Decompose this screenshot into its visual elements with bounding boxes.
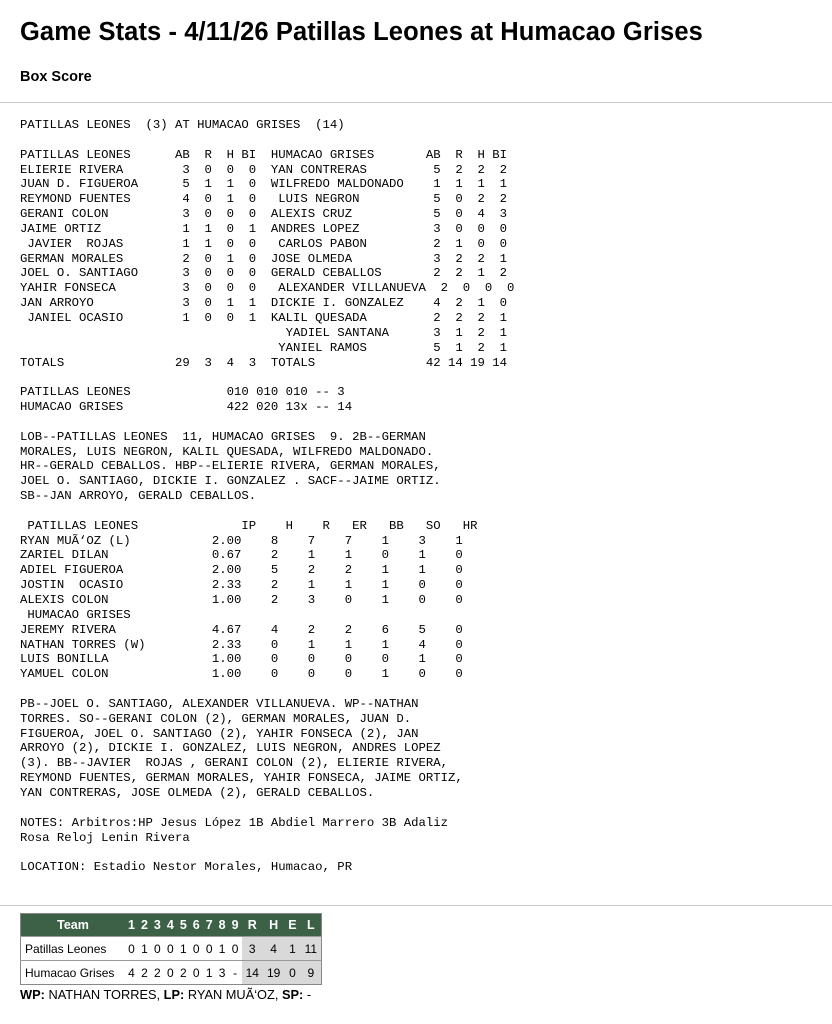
box-line: JAN ARROYO 3 0 1 1 DICKIE I. GONZALEZ 4 2 1 0	[20, 296, 508, 311]
box-line: MORALES, LUIS NEGRON, KALIL QUESADA, WILFREDO MALDONADO.	[20, 444, 434, 459]
linescore-header-row	[21, 914, 322, 937]
box-line: YADIEL SANTANA 3 1 2 1	[20, 325, 508, 340]
col-header-r: R	[242, 914, 263, 937]
box-line: JUAN D. FIGUEROA 5 1 1 0 WILFREDO MALDONADO 1 1 1 1	[20, 177, 508, 192]
box-line: ARROYO (2), DICKIE I. GONZALEZ, LUIS NEGRON, ANDRES LOPEZ	[20, 741, 441, 756]
box-line: TOTALS 29 3 4 3 TOTALS 42 14 19 14	[20, 355, 508, 370]
inning-score: 0	[229, 937, 242, 961]
total-lob: 11	[301, 937, 322, 961]
inning-score: 2	[151, 961, 164, 985]
sp-label: SP:	[281, 987, 304, 1002]
section-subtitle: Box Score	[20, 69, 92, 85]
col-header-e: E	[284, 914, 300, 937]
linescore-table	[20, 913, 322, 985]
box-line: YANIEL RAMOS 5 1 2 1	[20, 340, 508, 355]
box-line: (3). BB--JAVIER ROJAS , GERANI COLON (2), ELIERIE RIVERA,	[20, 756, 449, 771]
box-line: PATILLAS LEONES (3) AT HUMACAO GRISES (14)	[20, 118, 345, 132]
inning-score: 0	[151, 937, 164, 961]
box-score-text	[20, 118, 514, 875]
wp-label: WP:	[20, 987, 45, 1002]
winning-pitcher: NATHAN TORRES,	[48, 987, 161, 1002]
col-header-1: 1	[125, 914, 138, 937]
losing-pitcher: RYAN MUÃ‘OZ,	[187, 987, 279, 1002]
inning-score: 2	[177, 961, 190, 985]
col-header-5: 5	[177, 914, 190, 937]
col-header-3: 3	[151, 914, 164, 937]
box-line: SB--JAN ARROYO, GERALD CEBALLOS.	[20, 489, 257, 504]
col-header-2: 2	[138, 914, 151, 937]
box-line: TORRES. SO--GERANI COLON (2), GERMAN MORALES, JUAN D.	[20, 711, 412, 726]
inning-score: 1	[203, 961, 216, 985]
box-line: JAVIER ROJAS 1 1 0 0 CARLOS PABON 2 1 0 0	[20, 236, 508, 251]
box-line: YAMUEL COLON 1.00 0 0 0 1 0 0	[20, 667, 463, 682]
col-header-h: H	[263, 914, 284, 937]
box-line: PATILLAS LEONES IP H R ER BB SO HR	[20, 518, 478, 533]
box-line: REYMOND FUENTES, GERMAN MORALES, YAHIR FONSECA, JAIME ORTIZ,	[20, 771, 463, 786]
box-line: LOB--PATILLAS LEONES 11, HUMACAO GRISES 9. 2B--GERMAN	[20, 429, 426, 444]
box-line: JANIEL OCASIO 1 0 0 1 KALIL QUESADA 2 2 2 1	[20, 310, 508, 325]
page-title: Game Stats - 4/11/26 Patillas Leones at Humacao Grises	[20, 18, 703, 46]
inning-score: 1	[177, 937, 190, 961]
inning-score: 0	[190, 961, 203, 985]
box-line: JAIME ORTIZ 1 1 0 1 ANDRES LOPEZ 3 0 0 0	[20, 221, 508, 236]
box-line: HR--GERALD CEBALLOS. HBP--ELIERIE RIVERA, GERMAN MORALES,	[20, 459, 441, 474]
inning-score: 4	[125, 961, 138, 985]
box-line: GERMAN MORALES 2 0 1 0 JOSE OLMEDA 3 2 2 1	[20, 251, 508, 266]
box-line: ELIERIE RIVERA 3 0 0 0 YAN CONTRERAS 5 2 2 2	[20, 162, 508, 177]
pitcher-decision-summary	[20, 987, 311, 1002]
box-line: HUMACAO GRISES 422 020 13x -- 14	[20, 400, 353, 415]
total-runs: 14	[242, 961, 263, 985]
box-line: YAHIR FONSECA 3 0 0 0 ALEXANDER VILLANUEVA 2 0 0 0	[20, 281, 515, 296]
box-line: RYAN MUÃ‘OZ (L) 2.00 8 7 7 1 3 1	[20, 533, 463, 548]
box-line: REYMOND FUENTES 4 0 1 0 LUIS NEGRON 5 0 2 2	[20, 192, 508, 207]
box-line: NATHAN TORRES (W) 2.33 0 1 1 1 4 0	[20, 637, 463, 652]
box-line: LUIS BONILLA 1.00 0 0 0 0 1 0	[20, 652, 463, 667]
total-runs: 3	[242, 937, 263, 961]
bottom-divider	[0, 905, 832, 906]
box-line: JOSTIN OCASIO 2.33 2 1 1 1 0 0	[20, 578, 463, 593]
inning-score: 0	[164, 961, 177, 985]
col-header-8: 8	[216, 914, 229, 937]
box-line: JEREMY RIVERA 4.67 4 2 2 6 5 0	[20, 622, 463, 637]
inning-score: 0	[190, 937, 203, 961]
linescore-row	[21, 961, 322, 985]
col-header-4: 4	[164, 914, 177, 937]
inning-score: 1	[138, 937, 151, 961]
total-errors: 1	[284, 937, 300, 961]
inning-score: 0	[125, 937, 138, 961]
total-hits: 19	[263, 961, 284, 985]
inning-score: 3	[216, 961, 229, 985]
box-line: ALEXIS COLON 1.00 2 3 0 1 0 0	[20, 593, 463, 607]
col-header-7: 7	[203, 914, 216, 937]
total-lob: 9	[301, 961, 322, 985]
inning-score: 2	[138, 961, 151, 985]
col-header-l: L	[301, 914, 322, 937]
box-line: PATILLAS LEONES AB R H BI HUMACAO GRISES AB R H BI	[20, 147, 508, 162]
team-name: Humacao Grises	[21, 961, 126, 985]
total-errors: 0	[284, 961, 300, 985]
box-line: ZARIEL DILAN 0.67 2 1 1 0 1 0	[20, 548, 463, 563]
lp-label: LP:	[163, 987, 185, 1002]
box-line: PB--JOEL O. SANTIAGO, ALEXANDER VILLANUEVA. WP--NATHAN	[20, 696, 419, 711]
inning-score: -	[229, 961, 242, 985]
total-hits: 4	[263, 937, 284, 961]
box-line: NOTES: Arbitros:HP Jesus López 1B Abdiel Marrero 3B Adaliz	[20, 815, 449, 830]
save-pitcher: -	[306, 987, 312, 1002]
top-divider	[0, 102, 832, 103]
col-header-9: 9	[229, 914, 242, 937]
box-line: PATILLAS LEONES 010 010 010 -- 3	[20, 385, 345, 400]
box-line: GERANI COLON 3 0 0 0 ALEXIS CRUZ 5 0 4 3	[20, 207, 508, 222]
box-line: JOEL O. SANTIAGO, DICKIE I. GONZALEZ . SACF--JAIME ORTIZ.	[20, 474, 441, 489]
inning-score: 0	[203, 937, 216, 961]
box-line: Rosa Reloj Lenin Rivera	[20, 830, 190, 845]
col-header-team: Team	[21, 914, 126, 937]
col-header-6: 6	[190, 914, 203, 937]
box-line: HUMACAO GRISES	[20, 607, 131, 622]
box-line: LOCATION: Estadio Nestor Morales, Humacao, PR	[20, 860, 353, 875]
box-line: FIGUEROA, JOEL O. SANTIAGO (2), YAHIR FONSECA (2), JAN	[20, 726, 419, 741]
linescore-row	[21, 937, 322, 961]
inning-score: 1	[216, 937, 229, 961]
box-line: ADIEL FIGUEROA 2.00 5 2 2 1 1 0	[20, 563, 463, 578]
box-line: YAN CONTRERAS, JOSE OLMEDA (2), GERALD CEBALLOS.	[20, 785, 375, 800]
box-line: JOEL O. SANTIAGO 3 0 0 0 GERALD CEBALLOS 2 2 1 2	[20, 266, 508, 281]
team-name: Patillas Leones	[21, 937, 126, 961]
inning-score: 0	[164, 937, 177, 961]
